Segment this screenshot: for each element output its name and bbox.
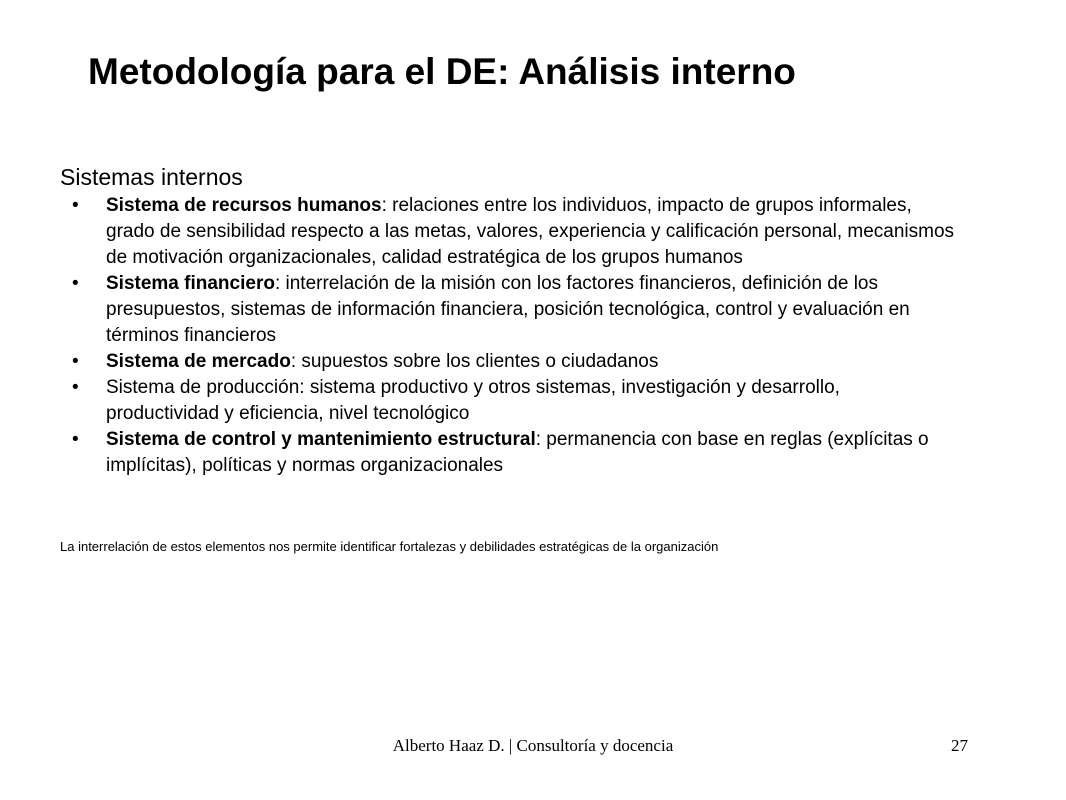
bullet-item-recursos-humanos — [0, 193, 956, 271]
bullet-text — [106, 429, 929, 476]
bullet-point-icon: • — [72, 377, 79, 398]
bullet-description: : relaciones entre los individuos, impacto de grupos informales, grado de sensibilidad respecto a las metas, valores, experiencia y calificación personal, mecanismos de motivación organizacionales, calidad estratégica de los grupos humanos — [106, 195, 955, 268]
bullet-point-icon: • — [72, 273, 79, 294]
bullet-term: Sistema de mercado — [106, 351, 291, 372]
bullet-item-control-estructural — [0, 427, 956, 479]
bullet-item-mercado — [0, 349, 956, 375]
bullet-point-icon: • — [72, 429, 79, 450]
bullet-description: : supuestos sobre los clientes o ciudadanos — [290, 351, 659, 372]
bullet-item-financiero — [0, 271, 956, 349]
bullet-item-produccion — [0, 375, 956, 427]
summary-footnote: La interrelación de estos elementos nos permite identificar fortalezas y debilidades estratégicas de la organización — [60, 539, 719, 554]
bullet-point-icon: • — [72, 195, 79, 216]
bullet-term: Sistema de recursos humanos — [106, 195, 382, 216]
footer-author: Alberto Haaz D. | Consultoría y docencia — [392, 736, 674, 755]
bullet-text — [106, 195, 954, 268]
bullet-term: Sistema financiero — [106, 273, 275, 294]
bullet-text — [106, 273, 910, 346]
section-heading: Sistemas internos — [60, 164, 243, 190]
bullet-point-icon: • — [72, 351, 79, 372]
page-number: 27 — [951, 736, 968, 755]
bullet-description: Sistema de producción: sistema productivo y otros sistemas, investigación y desarrollo, productividad y eficiencia, nivel tecnológico — [106, 377, 840, 424]
slide-title: Metodología para el DE: Análisis interno — [88, 51, 796, 92]
bullet-list — [0, 193, 1066, 479]
bullet-description: : permanencia con base en reglas (explícitas o implícitas), políticas y normas organizacionales — [106, 429, 929, 476]
bullet-text — [106, 351, 658, 372]
bullet-term: Sistema de control y mantenimiento estructural — [106, 429, 536, 450]
bullet-description: : interrelación de la misión con los factores financieros, definición de los presupuestos, sistemas de información financiera, posición tecnológica, control y evaluación en términos financieros — [106, 273, 910, 346]
bullet-text — [106, 377, 840, 424]
